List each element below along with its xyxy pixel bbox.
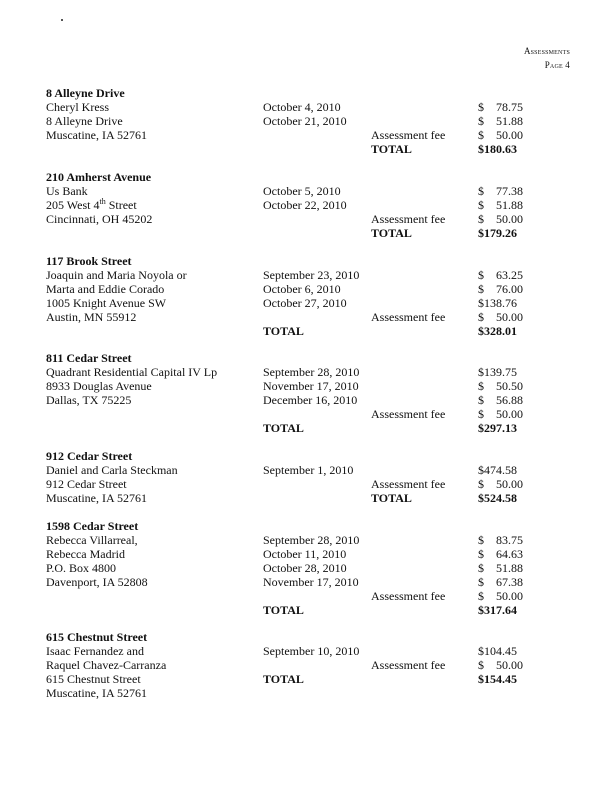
ledger-row — [46, 114, 526, 128]
owner-address-line — [46, 282, 164, 296]
owner-address-line — [46, 212, 152, 226]
owner-address-line — [46, 296, 166, 310]
billing-date: October 5, 2010 — [263, 184, 341, 198]
owner-text: 8933 Douglas Avenue — [46, 379, 152, 393]
ledger-row — [46, 142, 526, 156]
owner-text: Us Bank — [46, 184, 88, 198]
amount: $ 50.00 — [478, 310, 523, 324]
owner-address-line — [46, 477, 127, 491]
amount: $ 51.88 — [478, 561, 523, 575]
owner-text: Joaquin and Maria Noyola or — [46, 268, 187, 282]
total-label: TOTAL — [263, 324, 304, 338]
total-label: TOTAL — [371, 142, 412, 156]
amount: $ 77.38 — [478, 184, 523, 198]
amount: $ 50.00 — [478, 589, 523, 603]
owner-text: Isaac Fernandez and — [46, 644, 144, 658]
amount: $ 63.25 — [478, 268, 523, 282]
ledger-row — [46, 365, 526, 379]
ledger-row — [46, 672, 526, 686]
ledger-row — [46, 686, 526, 700]
ledger-row — [46, 407, 526, 421]
owner-address-line — [46, 644, 144, 658]
ledger-row — [46, 561, 526, 575]
owner-text: 912 Cedar Street — [46, 477, 127, 491]
owner-text-rest: Street — [105, 198, 137, 212]
ledger-row — [46, 128, 526, 142]
owner-address-line — [46, 128, 147, 142]
owner-text: Daniel and Carla Steckman — [46, 463, 178, 477]
total-label: TOTAL — [263, 421, 304, 435]
billing-date: October 27, 2010 — [263, 296, 347, 310]
total-amount: $180.63 — [478, 142, 517, 156]
owner-text: Muscatine, IA 52761 — [46, 128, 147, 142]
billing-date: September 28, 2010 — [263, 533, 360, 547]
ledger-row — [46, 421, 526, 435]
owner-text: Cheryl Kress — [46, 100, 109, 114]
ledger-row — [46, 393, 526, 407]
property-address-heading: 1598 Cedar Street — [46, 519, 139, 533]
property-section — [46, 449, 526, 505]
property-address-heading: 615 Chestnut Street — [46, 630, 148, 644]
owner-address-line — [46, 575, 148, 589]
owner-text: Muscatine, IA 52761 — [46, 686, 147, 700]
ledger-row — [46, 296, 526, 310]
owner-address-line — [46, 100, 109, 114]
billing-date: September 10, 2010 — [263, 644, 360, 658]
owner-address-line — [46, 184, 88, 198]
property-address-heading: 912 Cedar Street — [46, 449, 133, 463]
fee-label: Assessment fee — [371, 477, 446, 491]
property-section — [46, 630, 526, 700]
owner-text: Quadrant Residential Capital IV Lp — [46, 365, 218, 379]
property-section — [46, 519, 526, 617]
total-amount: $317.64 — [478, 603, 517, 617]
owner-address-line — [46, 672, 141, 686]
ordinal-suffix: th — [99, 197, 106, 206]
ledger-row — [46, 533, 526, 547]
billing-date: September 28, 2010 — [263, 365, 360, 379]
property-address-heading: 8 Alleyne Drive — [46, 86, 125, 100]
owner-address-line — [46, 365, 217, 379]
amount: $ 50.50 — [478, 379, 523, 393]
owner-address-line — [46, 533, 138, 547]
ledger-row — [46, 310, 526, 324]
billing-date: October 22, 2010 — [263, 198, 347, 212]
ledger-row — [46, 379, 526, 393]
amount: $138.76 — [478, 296, 517, 310]
owner-address-line — [46, 310, 136, 324]
ledger-row — [46, 324, 526, 338]
property-section — [46, 351, 526, 435]
owner-address-line — [46, 658, 166, 672]
total-label: TOTAL — [371, 491, 412, 505]
owner-address-line — [46, 198, 137, 212]
amount: $ 50.00 — [478, 407, 523, 421]
owner-text: 1005 Knight Avenue SW — [46, 296, 167, 310]
owner-text: Davenport, IA 52808 — [46, 575, 148, 589]
scan-speck — [61, 19, 63, 21]
property-section — [46, 86, 526, 156]
property-address-heading: 117 Brook Street — [46, 254, 132, 268]
billing-date: October 6, 2010 — [263, 282, 341, 296]
ledger-row — [46, 658, 526, 672]
billing-date: September 23, 2010 — [263, 268, 360, 282]
owner-address-line — [46, 393, 131, 407]
amount: $ 67.38 — [478, 575, 523, 589]
owner-address-line — [46, 561, 116, 575]
amount: $ 50.00 — [478, 212, 523, 226]
owner-text: Austin, MN 55912 — [46, 310, 137, 324]
total-label: TOTAL — [263, 672, 304, 686]
owner-text: Dallas, TX 75225 — [46, 393, 132, 407]
billing-date: December 16, 2010 — [263, 393, 358, 407]
owner-address-line — [46, 268, 187, 282]
owner-address-line — [46, 547, 125, 561]
owner-address-line — [46, 491, 147, 505]
ledger-row — [46, 589, 526, 603]
owner-address-line — [46, 379, 152, 393]
total-label: TOTAL — [371, 226, 412, 240]
amount: $ 64.63 — [478, 547, 523, 561]
owner-text: 8 Alleyne Drive — [46, 114, 123, 128]
fee-label: Assessment fee — [371, 407, 446, 421]
property-section — [46, 170, 526, 240]
owner-address-line — [46, 463, 178, 477]
billing-date: September 1, 2010 — [263, 463, 354, 477]
fee-label: Assessment fee — [371, 310, 446, 324]
owner-address-line — [46, 114, 123, 128]
ledger-row — [46, 282, 526, 296]
fee-label: Assessment fee — [371, 658, 446, 672]
ledger-row — [46, 268, 526, 282]
ledger-row — [46, 184, 526, 198]
total-amount: $328.01 — [478, 324, 517, 338]
billing-date: October 28, 2010 — [263, 561, 347, 575]
amount: $ 50.00 — [478, 128, 523, 142]
ledger-row — [46, 477, 526, 491]
total-amount: $524.58 — [478, 491, 517, 505]
owner-text: Cincinnati, OH 45202 — [46, 212, 153, 226]
amount: $ 50.00 — [478, 477, 523, 491]
ledger-row — [46, 491, 526, 505]
property-address-heading: 811 Cedar Street — [46, 351, 132, 365]
amount: $ 56.88 — [478, 393, 523, 407]
total-amount: $297.13 — [478, 421, 517, 435]
billing-date: October 21, 2010 — [263, 114, 347, 128]
owner-text: Raquel Chavez-Carranza — [46, 658, 167, 672]
owner-text: 205 West 4 — [46, 198, 100, 212]
ledger-row — [46, 212, 526, 226]
owner-address-line — [46, 686, 147, 700]
owner-text: Marta and Eddie Corado — [46, 282, 165, 296]
ledger-row — [46, 575, 526, 589]
ledger-row — [46, 226, 526, 240]
amount: $ 78.75 — [478, 100, 523, 114]
owner-text: Rebecca Villarreal, — [46, 533, 138, 547]
total-amount: $179.26 — [478, 226, 517, 240]
billing-date: October 4, 2010 — [263, 100, 341, 114]
fee-label: Assessment fee — [371, 589, 446, 603]
header-title: Assessments — [523, 46, 570, 56]
amount: $ 76.00 — [478, 282, 523, 296]
fee-label: Assessment fee — [371, 212, 446, 226]
amount: $139.75 — [478, 365, 517, 379]
amount: $474.58 — [478, 463, 517, 477]
fee-label: Assessment fee — [371, 128, 446, 142]
owner-text: Muscatine, IA 52761 — [46, 491, 147, 505]
ledger-row — [46, 547, 526, 561]
property-address-heading: 210 Amherst Avenue — [46, 170, 152, 184]
header-page-number: Page 4 — [544, 60, 570, 70]
total-amount: $154.45 — [478, 672, 517, 686]
ledger-row — [46, 100, 526, 114]
billing-date: October 11, 2010 — [263, 547, 347, 561]
ledger-row — [46, 644, 526, 658]
amount: $ 51.88 — [478, 198, 523, 212]
owner-text: P.O. Box 4800 — [46, 561, 117, 575]
billing-date: November 17, 2010 — [263, 575, 359, 589]
ledger-row — [46, 603, 526, 617]
owner-text: 615 Chestnut Street — [46, 672, 141, 686]
ledger-row — [46, 463, 526, 477]
amount: $ 50.00 — [478, 658, 523, 672]
owner-text: Rebecca Madrid — [46, 547, 125, 561]
ledger-row — [46, 198, 526, 212]
property-section — [46, 254, 526, 338]
billing-date: November 17, 2010 — [263, 379, 359, 393]
amount: $ 51.88 — [478, 114, 523, 128]
total-label: TOTAL — [263, 603, 304, 617]
amount: $104.45 — [478, 644, 517, 658]
amount: $ 83.75 — [478, 533, 523, 547]
